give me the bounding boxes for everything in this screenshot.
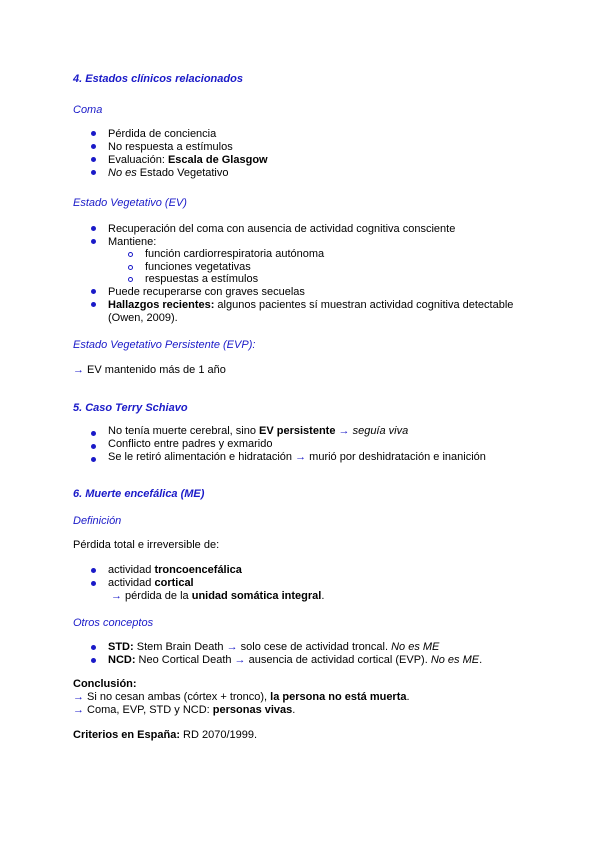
- def-subline: [111, 590, 324, 603]
- def-item-1: [108, 564, 242, 577]
- ev-item-1: Recuperación del coma con ausencia de actividad cognitiva consciente: [108, 223, 456, 235]
- bullet-icon: [91, 239, 96, 244]
- bullet-icon: [91, 645, 96, 650]
- schiavo-item-1: [108, 425, 408, 438]
- ncd-text: Neo Cortical Death: [135, 654, 235, 666]
- def-item-1-text: actividad: [108, 564, 155, 576]
- ev-subitem-3: respuestas a estímulos: [145, 273, 259, 285]
- ncd-no-es-me: No es ME: [430, 654, 480, 666]
- definicion-intro: Pérdida total e irreversible de:: [73, 539, 220, 551]
- evp-heading: Estado Vegetativo Persistente (EVP):: [73, 339, 256, 351]
- bullet-icon: [91, 157, 96, 162]
- def-subline-text: pérdida de la: [122, 590, 192, 602]
- coma-item-1: Pérdida de conciencia: [108, 128, 217, 140]
- definicion-heading: Definición: [73, 515, 122, 527]
- arrow-icon: →: [111, 590, 122, 602]
- conclusion-line-1-end: .: [406, 691, 410, 703]
- personas-vivas-bold: personas vivas: [212, 704, 293, 716]
- schiavo-item-1-text: No tenía muerte cerebral, sino: [108, 425, 260, 437]
- coma-item-2: No respuesta a estímulos: [108, 141, 233, 153]
- bullet-icon: [91, 170, 96, 175]
- std-text: Stem Brain Death: [133, 641, 227, 653]
- circle-bullet-icon: [128, 252, 133, 257]
- coma-item-3: [108, 154, 268, 167]
- otros-item-ncd: [108, 654, 482, 667]
- ev-item-4: [108, 299, 513, 312]
- ncd-post: ausencia de actividad cortical (EVP).: [245, 654, 431, 666]
- circle-bullet-icon: [128, 265, 133, 270]
- def-item-2: [108, 577, 194, 590]
- bullet-icon: [91, 568, 96, 573]
- std-post: solo cese de actividad troncal.: [237, 641, 392, 653]
- coma-item-4: [108, 167, 228, 180]
- otros-conceptos-heading: Otros conceptos: [73, 617, 154, 629]
- seguia-viva-italic: seguía viva: [352, 425, 409, 437]
- std-label: STD:: [108, 641, 134, 653]
- bullet-icon: [91, 658, 96, 663]
- section-6-title: 6. Muerte encefálica (ME): [73, 488, 205, 500]
- schiavo-item-2: Conflicto entre padres y exmarido: [108, 438, 273, 450]
- section-4-title: 4. Estados clínicos relacionados: [73, 73, 243, 85]
- bullet-icon: [91, 144, 96, 149]
- arrow-icon: →: [234, 654, 246, 666]
- arrow-icon: →: [73, 364, 84, 376]
- bullet-icon: [91, 302, 96, 307]
- arrow-icon: →: [335, 425, 353, 437]
- evp-text: EV mantenido más de 1 año: [84, 364, 226, 376]
- arrow-icon: →: [295, 451, 307, 463]
- bullet-icon: [91, 289, 96, 294]
- ev-item-4-line-2: (Owen, 2009).: [108, 312, 178, 324]
- def-subline-end: .: [321, 590, 325, 602]
- bullet-icon: [91, 457, 96, 462]
- arrow-icon: →: [73, 691, 84, 703]
- conclusion-line-2-text: Coma, EVP, STD y NCD:: [84, 704, 213, 716]
- conclusion-heading: Conclusión:: [73, 678, 137, 690]
- bullet-icon: [91, 444, 96, 449]
- ev-item-3: Puede recuperarse con graves secuelas: [108, 286, 305, 298]
- ncd-label: NCD:: [108, 654, 136, 666]
- schiavo-item-3-text: Se le retiró alimentación e hidratación: [108, 451, 296, 463]
- no-es-italic: No es: [108, 167, 137, 179]
- schiavo-item-3: [108, 451, 486, 464]
- ev-subitem-2: funciones vegetativas: [145, 261, 251, 273]
- unidad-somatica-bold: unidad somática integral: [191, 590, 322, 602]
- ev-persistente-bold: EV persistente: [259, 425, 336, 437]
- ev-heading: Estado Vegetativo (EV): [73, 197, 187, 209]
- troncoencefalica-bold: troncoencefálica: [154, 564, 242, 576]
- ev-item-4-text: algunos pacientes sí muestran actividad cognitiva detectable: [214, 299, 514, 311]
- coma-item-3-text: Evaluación:: [108, 154, 168, 166]
- ncd-end: .: [479, 654, 483, 666]
- criterios-text: RD 2070/1999.: [179, 729, 258, 741]
- conclusion-line-1: [73, 691, 410, 704]
- conclusion-line-2: [73, 704, 295, 717]
- ev-item-2: Mantiene:: [108, 236, 157, 248]
- coma-item-4-text: Estado Vegetativo: [136, 167, 229, 179]
- conclusion-line-1-text: Si no cesan ambas (córtex + tronco),: [84, 691, 271, 703]
- schiavo-item-3-post: murió por deshidratación e inanición: [306, 451, 486, 463]
- bullet-icon: [91, 581, 96, 586]
- no-esta-muerta-bold: la persona no está muerta: [270, 691, 407, 703]
- bullet-icon: [91, 431, 96, 436]
- section-5-title: 5. Caso Terry Schiavo: [73, 402, 188, 414]
- glasgow-scale: Escala de Glasgow: [167, 154, 268, 166]
- bullet-icon: [91, 131, 96, 136]
- conclusion-line-2-end: .: [292, 704, 296, 716]
- arrow-icon: →: [226, 641, 238, 653]
- ev-subitem-1: función cardiorrespiratoria autónoma: [145, 248, 325, 260]
- coma-heading: Coma: [73, 104, 103, 116]
- criterios-label: Criterios en España:: [73, 729, 180, 741]
- std-no-es-me: No es ME: [391, 641, 440, 653]
- def-item-2-text: actividad: [108, 577, 155, 589]
- cortical-bold: cortical: [154, 577, 194, 589]
- criterios-line: [73, 729, 257, 742]
- bullet-icon: [91, 226, 96, 231]
- hallazgos-label: Hallazgos recientes:: [108, 299, 215, 311]
- evp-line: [73, 364, 226, 377]
- otros-item-std: [108, 641, 439, 654]
- circle-bullet-icon: [128, 277, 133, 282]
- arrow-icon: →: [73, 704, 84, 716]
